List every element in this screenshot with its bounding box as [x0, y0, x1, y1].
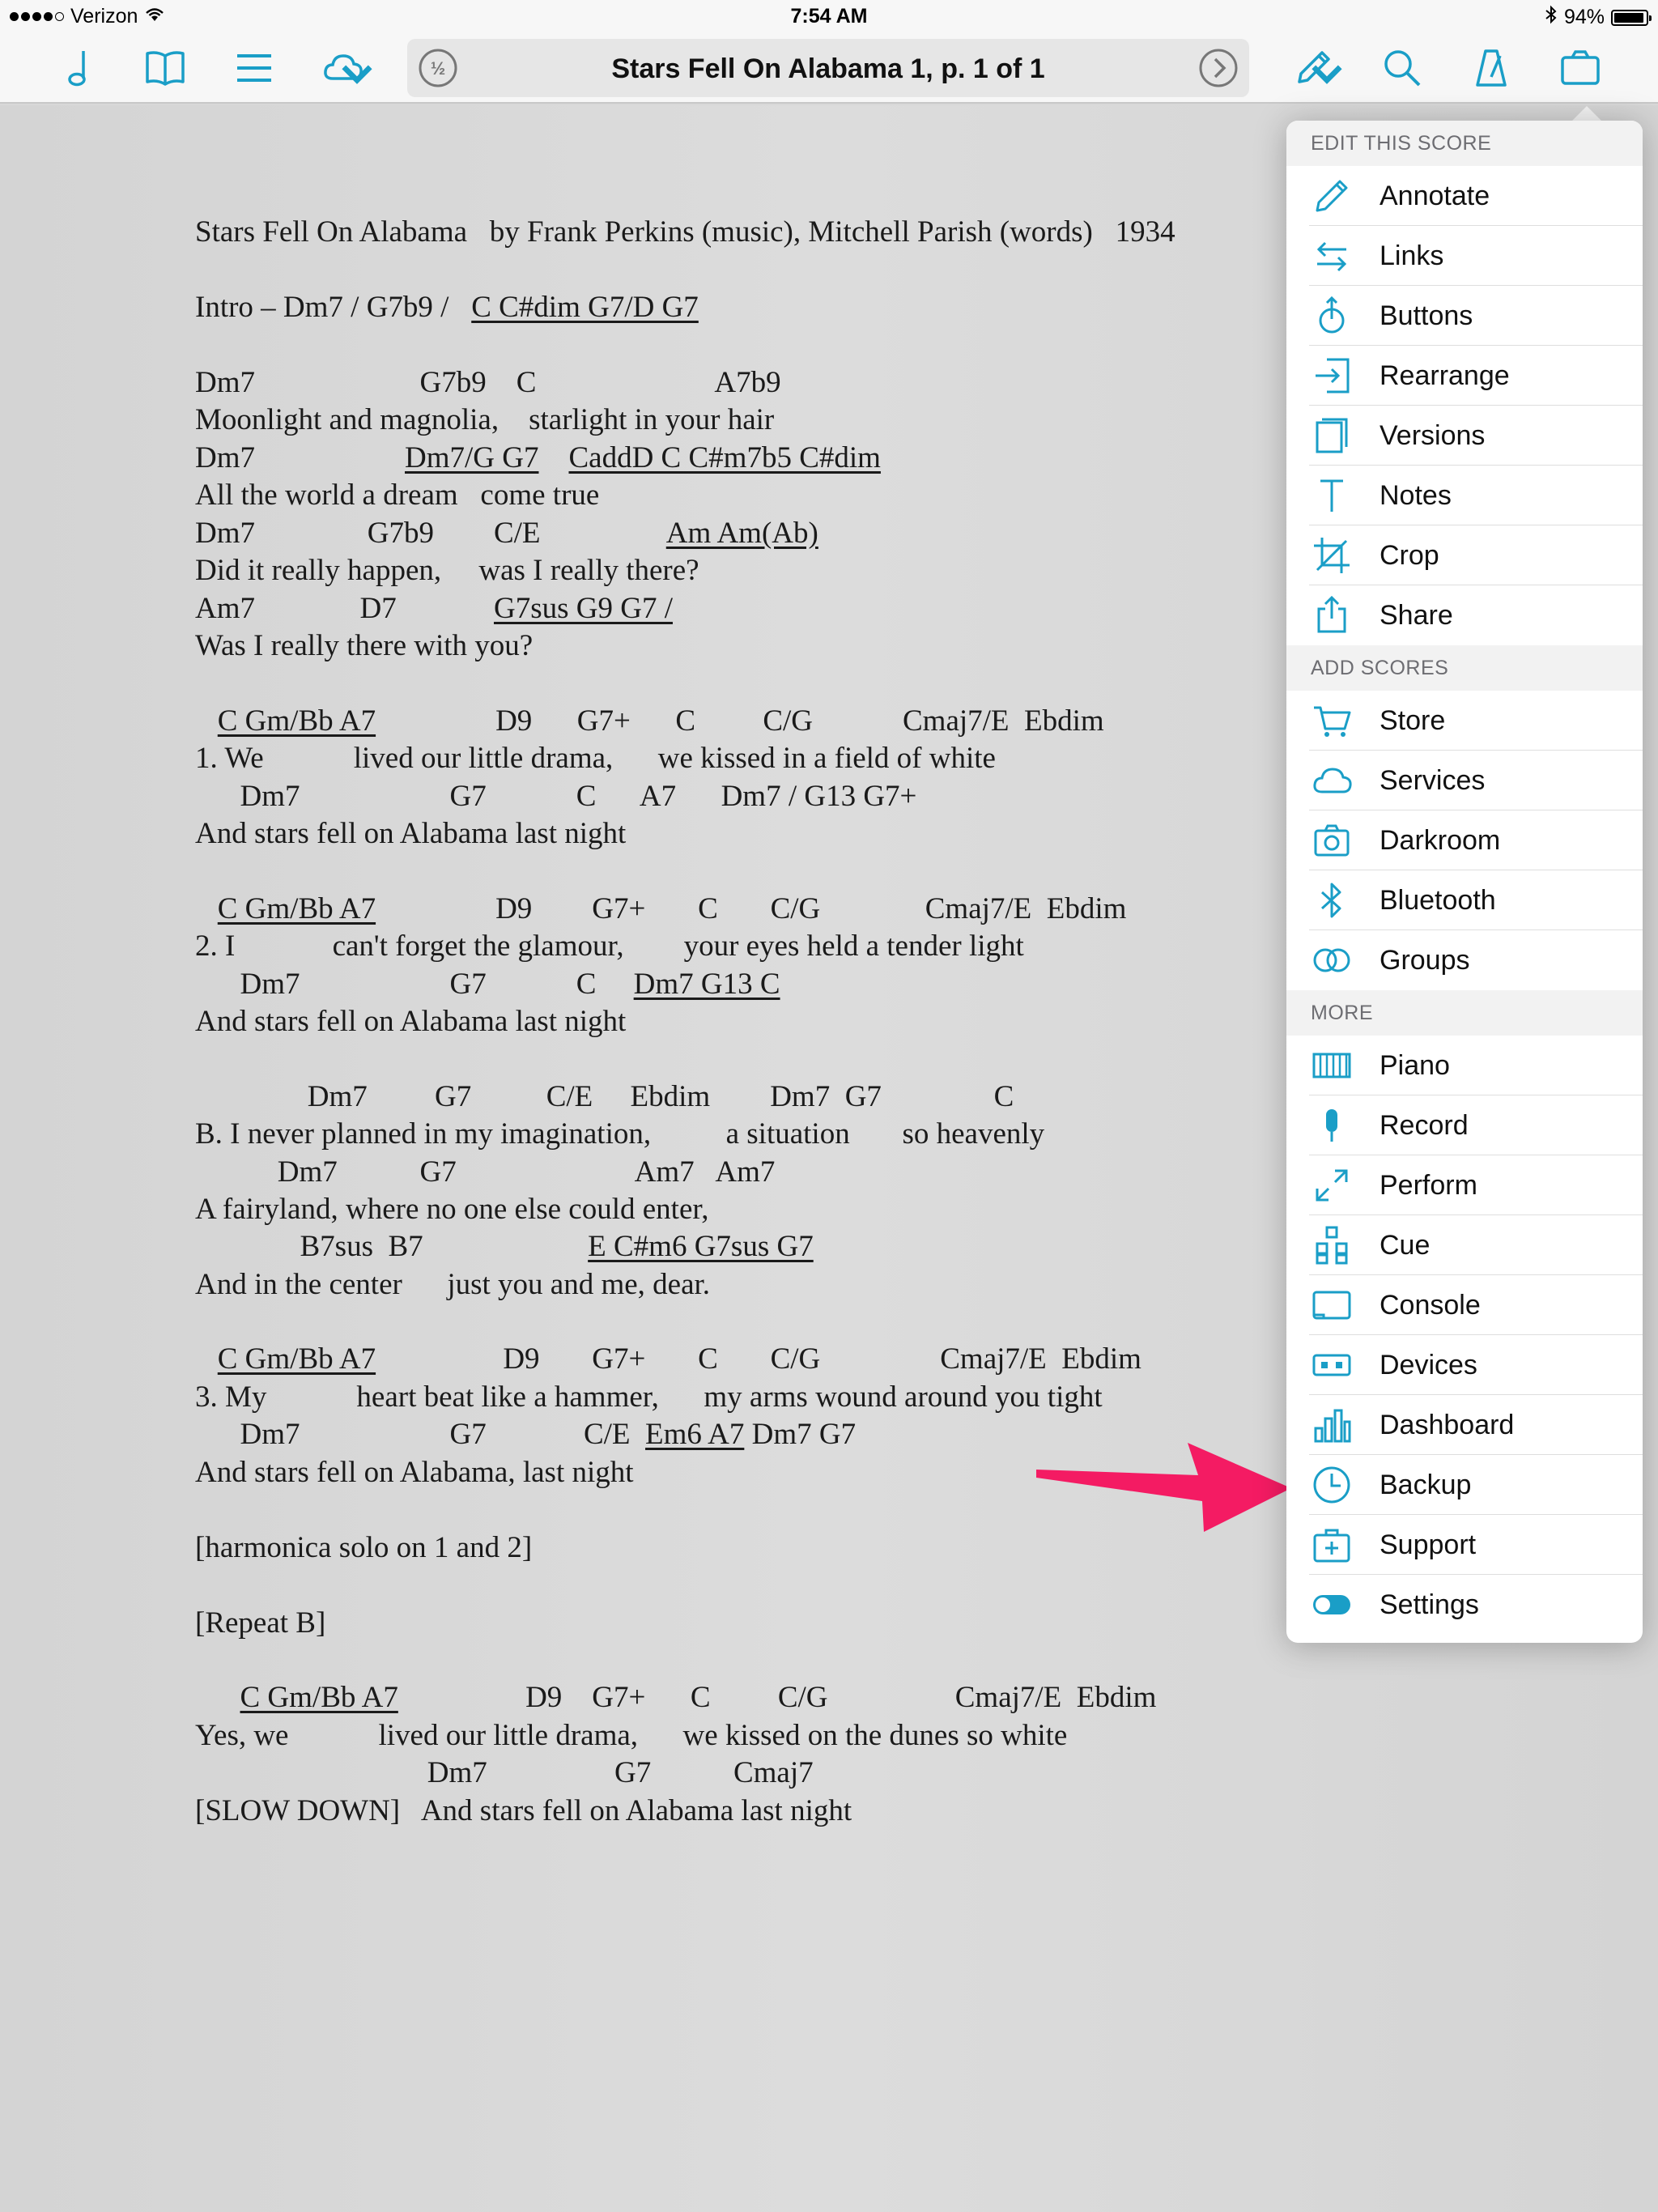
menu-item-settings[interactable] — [1286, 1575, 1643, 1635]
score-line — [195, 1454, 634, 1491]
score-text-segment: D9 G7+ C C/G Cmaj7/E Ebdim — [376, 1342, 1141, 1376]
score-line — [195, 1116, 1044, 1153]
menu-item-label: Store — [1380, 704, 1446, 736]
score-line — [195, 1266, 710, 1304]
score-text-segment: B7sus B7 — [195, 1230, 589, 1263]
score-text-segment: [Repeat B] — [195, 1606, 326, 1640]
score-line — [195, 1416, 856, 1453]
score-line — [195, 440, 881, 477]
toggle-icon — [1309, 1582, 1354, 1627]
menu-item-piano[interactable] — [1286, 1036, 1643, 1095]
menu-item-label: Services — [1380, 764, 1486, 796]
menu-item-cue[interactable] — [1286, 1215, 1643, 1275]
score-text-segment: Was I really there with you? — [195, 629, 534, 662]
toolbox-icon — [1558, 46, 1602, 90]
chord-underlined: C C#dim G7/D G7 — [471, 291, 699, 324]
cloud-icon — [1309, 758, 1354, 803]
score-title-bar[interactable] — [407, 39, 1249, 97]
toolbox-button[interactable] — [1556, 44, 1605, 92]
score-text-segment: Dm7 G7 C/E Ebdim Dm7 G7 C — [195, 1080, 1014, 1113]
score-text-segment: Dm7 G7 — [744, 1418, 857, 1451]
score-line — [195, 1529, 532, 1567]
music-note-icon — [56, 46, 100, 90]
score-text-segment: Dm7 G7 C — [195, 968, 634, 1001]
next-page-button[interactable] — [1197, 47, 1239, 89]
score-line — [195, 1003, 626, 1040]
chord-underlined: Am Am(Ab) — [665, 517, 818, 550]
menu-item-label: Groups — [1380, 944, 1470, 976]
menu-item-share[interactable] — [1286, 585, 1643, 645]
menu-item-annotate[interactable] — [1286, 166, 1643, 226]
chord-underlined: Dm7 G13 C — [633, 968, 780, 1001]
console-icon — [1309, 1283, 1354, 1328]
status-bar — [0, 0, 1658, 32]
menu-item-bluetooth[interactable] — [1286, 870, 1643, 930]
score-line — [195, 740, 996, 777]
score-line — [195, 627, 533, 665]
battery-percent: 94% — [1563, 6, 1605, 28]
score-line — [195, 515, 818, 552]
score-text-segment: Dm7 — [195, 441, 405, 474]
score-line — [195, 1341, 1141, 1378]
score-line — [195, 1717, 1067, 1755]
status-right — [1545, 5, 1648, 30]
text-t-icon — [1309, 473, 1354, 518]
chord-underlined: C Gm/Bb A7 — [217, 892, 376, 925]
score-line — [195, 815, 626, 853]
share-icon — [1309, 593, 1354, 638]
search-icon — [1380, 46, 1424, 90]
menu-item-label: Rearrange — [1380, 359, 1510, 391]
score-text-segment: A fairyland, where no one else could enter, — [195, 1193, 709, 1226]
menu-item-label: Record — [1380, 1109, 1469, 1141]
chevron-down-icon — [1305, 52, 1349, 96]
menu-item-buttons[interactable] — [1286, 286, 1643, 346]
score-line — [195, 477, 599, 514]
score-text-segment: B. I never planned in my imagination, a situation so heavenly — [195, 1117, 1045, 1151]
crop-icon — [1309, 533, 1354, 578]
music-note-button[interactable] — [53, 44, 102, 92]
score-line — [195, 1755, 814, 1792]
score-text-segment: Dm7 G7 Am7 Am7 — [195, 1155, 776, 1189]
clock-icon — [1309, 1462, 1354, 1508]
score-text-segment: Dm7 G7b9 C/E — [195, 517, 666, 550]
menu-item-label: Links — [1380, 240, 1444, 271]
chord-underlined: CaddD C C#m7b5 C#dim — [568, 441, 881, 474]
score-text-segment: And stars fell on Alabama last night — [195, 1005, 627, 1038]
menu-item-crop[interactable] — [1286, 525, 1643, 585]
annotate-button[interactable] — [1289, 44, 1337, 92]
menu-item-label: Console — [1380, 1289, 1481, 1321]
versions-icon — [1309, 413, 1354, 458]
menu-item-label: Versions — [1380, 419, 1486, 451]
score-line — [195, 590, 673, 627]
menu-item-links[interactable] — [1286, 226, 1643, 286]
library-button[interactable] — [141, 44, 189, 92]
score-text-segment: Intro – Dm7 / G7b9 / — [195, 291, 472, 324]
score-text-segment — [195, 892, 218, 925]
score-text-segment — [195, 704, 218, 738]
score-text-segment — [195, 1342, 218, 1376]
menu-button[interactable] — [230, 44, 278, 92]
menu-item-support[interactable] — [1286, 1515, 1643, 1575]
score-text-segment: Moonlight and magnolia, starlight in your hair — [195, 403, 775, 436]
menu-item-label: Settings — [1380, 1589, 1479, 1620]
menu-item-label: Piano — [1380, 1049, 1450, 1081]
score-line — [195, 402, 774, 439]
menu-item-versions[interactable] — [1286, 406, 1643, 466]
chord-underlined: C Gm/Bb A7 — [217, 704, 376, 738]
dashboard-bars-icon — [1309, 1402, 1354, 1448]
chevron-right-circle-icon — [1197, 47, 1239, 89]
menu-item-store[interactable] — [1286, 691, 1643, 751]
score-text-segment: And in the center just you and me, dear. — [195, 1268, 711, 1301]
search-button[interactable] — [1378, 44, 1426, 92]
menu-item-notes[interactable] — [1286, 466, 1643, 525]
chord-underlined: C Gm/Bb A7 — [240, 1681, 398, 1714]
menu-item-label: Bluetooth — [1380, 884, 1496, 916]
clock: 7:54 AM — [790, 5, 868, 28]
score-text-segment: And stars fell on Alabama, last night — [195, 1456, 634, 1489]
score-text-segment: 2. I can't forget the glamour, your eyes held a tender light — [195, 929, 1024, 963]
score-line — [195, 1078, 1014, 1116]
score-text-segment: All the world a dream come true — [195, 479, 600, 512]
metronome-icon — [1469, 46, 1513, 90]
score-text-segment: D9 G7+ C C/G Cmaj7/E Ebdim — [376, 704, 1104, 738]
piano-icon — [1309, 1043, 1354, 1088]
menu-section-header: ADD SCORES — [1286, 645, 1643, 691]
menu-item-label: Devices — [1380, 1349, 1477, 1380]
menu-item-console[interactable] — [1286, 1275, 1643, 1335]
menu-item-label: Darkroom — [1380, 824, 1501, 856]
pencil-icon — [1309, 173, 1354, 219]
menu-item-label: Crop — [1380, 539, 1439, 571]
chord-underlined: E C#m6 G7sus G7 — [588, 1230, 814, 1263]
popover-notch — [1571, 106, 1603, 122]
battery-icon — [1611, 10, 1648, 26]
menu-item-label: Support — [1380, 1529, 1477, 1560]
score-line — [195, 1191, 708, 1228]
groups-rings-icon — [1309, 938, 1354, 983]
score-text-segment: Dm7 G7b9 C A7b9 — [195, 366, 781, 399]
score-text-segment: Dm7 G7 C A7 Dm7 / G13 G7+ — [195, 780, 917, 813]
score-line — [195, 289, 699, 326]
score-line — [195, 1605, 325, 1642]
half-page-label: ½ — [430, 58, 446, 79]
score-text-segment: [SLOW DOWN] And stars fell on Alabama last night — [195, 1794, 852, 1827]
toolbar — [0, 32, 1658, 104]
score-line — [195, 891, 1126, 928]
menu-item-perform[interactable] — [1286, 1155, 1643, 1215]
menu-item-label: Annotate — [1380, 180, 1490, 211]
menu-item-label: Perform — [1380, 1169, 1477, 1201]
menu-item-label: Dashboard — [1380, 1409, 1515, 1440]
score-text-segment: Yes, we lived our little drama, we kissed on the dunes so white — [195, 1719, 1068, 1752]
score-line — [195, 1154, 775, 1191]
score-text-segment — [195, 1681, 240, 1714]
score-text-segment: Dm7 G7 C/E — [195, 1418, 646, 1451]
tap-hand-icon — [1309, 293, 1354, 338]
score-line — [195, 966, 780, 1003]
score-text-segment: 3. My heart beat like a hammer, my arms wound around you tight — [195, 1380, 1103, 1414]
score-line — [195, 1228, 814, 1266]
chord-underlined: Dm7/G G7 — [405, 441, 539, 474]
first-aid-icon — [1309, 1522, 1354, 1568]
score-line — [195, 364, 781, 402]
expand-arrows-icon — [1309, 1163, 1354, 1208]
pointer-arrow-icon — [1032, 1433, 1299, 1538]
score-text-segment: Did it really happen, was I really there? — [195, 554, 699, 587]
menu-item-devices[interactable] — [1286, 1335, 1643, 1395]
menu-item-label: Cue — [1380, 1229, 1431, 1261]
menu-item-darkroom[interactable] — [1286, 810, 1643, 870]
score-text-segment: 1. We lived our little drama, we kissed in a field of white — [195, 742, 996, 775]
menu-item-label: Notes — [1380, 479, 1452, 511]
menu-section-header: EDIT THIS SCORE — [1286, 121, 1643, 166]
score-text-segment: D9 G7+ C C/G Cmaj7/E Ebdim — [397, 1681, 1157, 1714]
chord-underlined: C Gm/Bb A7 — [217, 1342, 376, 1376]
score-text-segment — [538, 441, 568, 474]
links-arrows-icon — [1309, 233, 1354, 279]
rearrange-icon — [1309, 353, 1354, 398]
score-line — [195, 778, 916, 815]
score-line — [195, 703, 1104, 740]
menu-item-groups[interactable] — [1286, 930, 1643, 990]
cloud-button[interactable] — [319, 44, 368, 92]
tools-popover-menu — [1286, 121, 1643, 1643]
open-book-icon — [143, 46, 187, 90]
score-text-segment: And stars fell on Alabama last night — [195, 817, 627, 850]
cue-icon — [1309, 1223, 1354, 1268]
score-line — [195, 1793, 852, 1830]
menu-item-services[interactable] — [1286, 751, 1643, 810]
menu-item-label: Backup — [1380, 1469, 1472, 1500]
score-text-segment: Dm7 G7 Cmaj7 — [195, 1756, 814, 1789]
score-line — [195, 552, 699, 589]
metronome-button[interactable] — [1467, 44, 1516, 92]
score-text-segment: [harmonica solo on 1 and 2] — [195, 1531, 533, 1564]
score-line — [195, 1679, 1156, 1716]
menu-item-rearrange[interactable] — [1286, 346, 1643, 406]
chord-underlined: G7sus G9 G7 / — [493, 592, 673, 625]
menu-item-label: Buttons — [1380, 300, 1473, 331]
score-line — [195, 1379, 1103, 1416]
carrier-label: Verizon — [70, 5, 138, 28]
score-line — [195, 214, 1175, 251]
score-text-segment: Stars Fell On Alabama by Frank Perkins (music), Mitchell Parish (words) 1934 — [195, 215, 1175, 249]
menu-item-label: Share — [1380, 599, 1453, 631]
menu-item-backup[interactable] — [1286, 1455, 1643, 1515]
chord-underlined: Em6 A7 — [645, 1418, 745, 1451]
score-text-segment: Am7 D7 — [195, 592, 494, 625]
bluetooth-status-icon — [1545, 5, 1558, 30]
camera-icon — [1309, 818, 1354, 863]
chevron-down-icon — [335, 52, 379, 96]
microphone-icon — [1309, 1103, 1354, 1148]
menu-item-record[interactable] — [1286, 1095, 1643, 1155]
bluetooth-icon — [1309, 878, 1354, 923]
score-line — [195, 928, 1024, 965]
cart-icon — [1309, 698, 1354, 743]
hamburger-icon — [232, 46, 276, 90]
score-title: Stars Fell On Alabama 1, p. 1 of 1 — [611, 53, 1045, 84]
menu-section-header: MORE — [1286, 990, 1643, 1036]
score-text-segment: D9 G7+ C C/G Cmaj7/E Ebdim — [376, 892, 1127, 925]
devices-icon — [1309, 1342, 1354, 1388]
menu-item-dashboard[interactable] — [1286, 1395, 1643, 1455]
